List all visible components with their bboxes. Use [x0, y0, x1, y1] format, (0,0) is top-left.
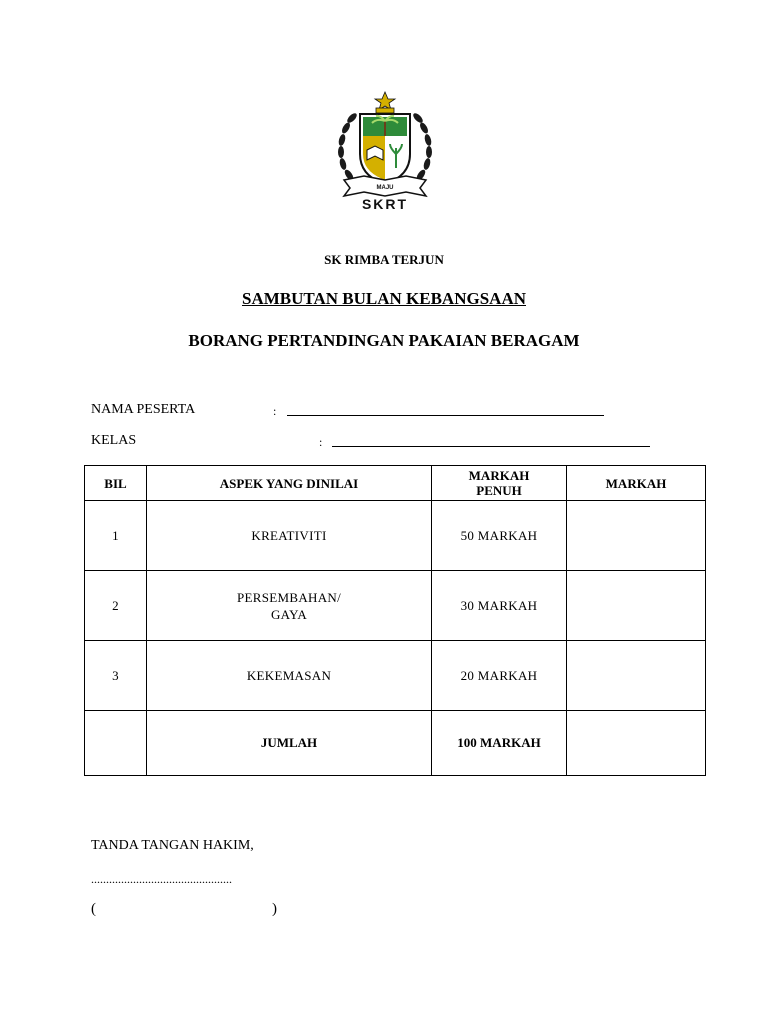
total-marks-cell[interactable]: [567, 711, 706, 776]
row-aspect-line1: KREATIVITI: [251, 528, 327, 543]
judge-signature-label: TANDA TANGAN HAKIM,: [91, 838, 254, 853]
table-row: [85, 641, 706, 711]
total-no-cell: [85, 711, 147, 776]
judge-signature-line[interactable]: ...............................................: [91, 872, 232, 886]
row-marks-cell[interactable]: [567, 641, 706, 711]
school-crest-logo: [332, 88, 438, 212]
header-aspect: ASPEK YANG DINILAI: [147, 466, 432, 501]
school-name: SK RIMBA TERJUN: [324, 252, 444, 267]
crest-abbreviation: SKRT: [361, 196, 409, 212]
total-full-marks: 100 MARKAH: [432, 711, 567, 776]
form-title: BORANG PERTANDINGAN PAKAIAN BERAGAM: [188, 331, 580, 350]
class-label: KELAS: [91, 433, 137, 448]
header-full-marks-line1: MARKAH: [468, 468, 530, 483]
header-no: BIL: [85, 466, 147, 501]
crest-ribbon-text: MAJU: [376, 185, 394, 191]
header-full-marks: [432, 466, 567, 501]
table-row: [85, 501, 706, 571]
table-row: [85, 571, 706, 641]
judge-name-paren-open: (: [91, 901, 96, 917]
row-no: 2: [85, 571, 147, 641]
class-field[interactable]: [332, 446, 650, 447]
row-aspect: [147, 571, 432, 641]
row-aspect-line1: PERSEMBAHAN/: [236, 589, 341, 605]
event-title: SAMBUTAN BULAN KEBANGSAAN: [242, 289, 526, 308]
row-aspect-line1: KEKEMASAN: [246, 668, 332, 683]
row-marks-cell[interactable]: [567, 501, 706, 571]
row-full-marks: 20 MARKAH: [432, 641, 567, 711]
row-aspect-line2: GAYA: [270, 606, 308, 622]
header-full-marks-line2: PENUH: [476, 483, 522, 498]
row-no: 1: [85, 501, 147, 571]
total-label: JUMLAH: [147, 711, 432, 776]
judge-name-field[interactable]: [100, 900, 268, 920]
table-header-row: [85, 466, 706, 501]
participant-name-field[interactable]: [287, 415, 604, 416]
row-full-marks: 50 MARKAH: [432, 501, 567, 571]
row-marks-cell[interactable]: [567, 571, 706, 641]
score-table: [84, 465, 706, 776]
table-total-row: [85, 711, 706, 776]
participant-name-label: NAMA PESERTA: [91, 402, 196, 417]
participant-name-colon: :: [273, 404, 277, 418]
row-aspect: [147, 501, 432, 571]
header-marks: MARKAH: [567, 466, 706, 501]
class-colon: :: [319, 435, 323, 449]
row-full-marks: 30 MARKAH: [432, 571, 567, 641]
row-aspect: [147, 641, 432, 711]
row-no: 3: [85, 641, 147, 711]
judge-name-paren-close: ): [272, 901, 277, 917]
